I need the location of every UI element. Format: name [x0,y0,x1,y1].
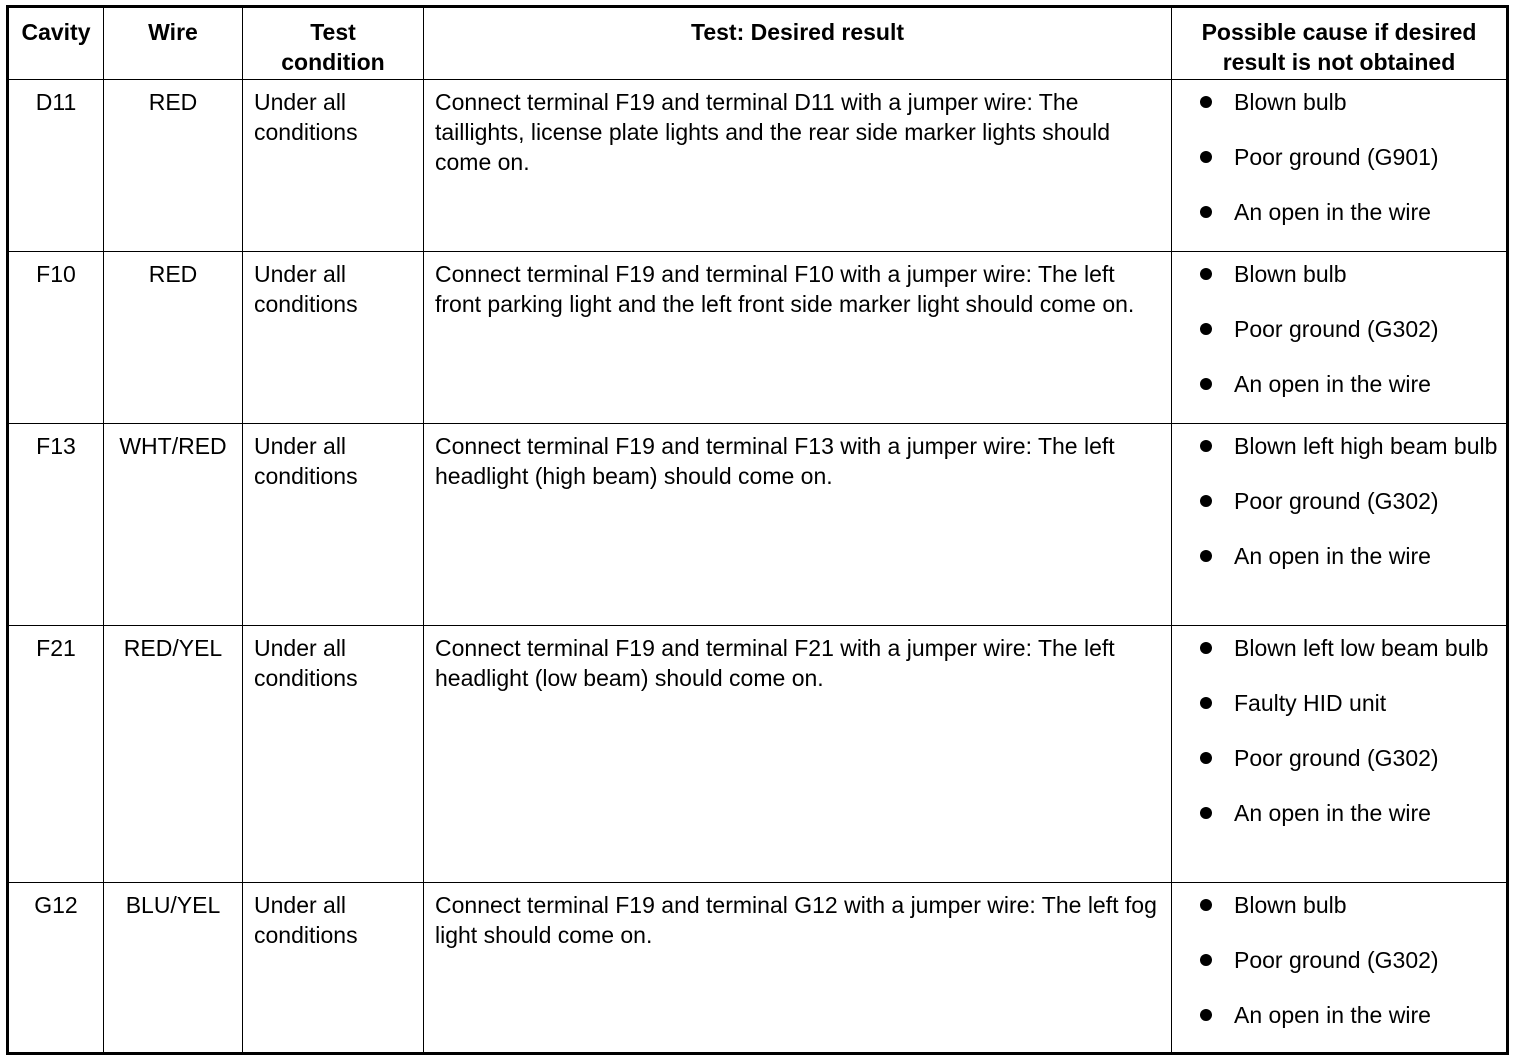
cause-text: Blown left high beam bulb [1234,433,1498,459]
wire-cell: BLU/YEL [104,883,243,1054]
cause-text: An open in the wire [1234,1002,1431,1028]
cause-item [1200,633,1498,663]
test-table [6,5,1509,1055]
test-condition-cell: Under all conditions [243,252,424,424]
cause-text: Blown bulb [1234,89,1347,115]
cause-text: Poor ground (G302) [1234,947,1439,973]
wire-cell: RED/YEL [104,626,243,883]
cause-text: Poor ground (G302) [1234,745,1439,771]
test-condition-cell: Under all conditions [243,883,424,1054]
bullet-icon [1200,323,1212,335]
test-condition-cell: Under all conditions [243,626,424,883]
header-desired-result [424,7,1172,80]
cause-list [1200,890,1498,1030]
header-possible-cause-line-1: Possible cause if desired [1201,19,1477,45]
cause-item [1200,142,1498,172]
cause-text: Blown left low beam bulb [1234,635,1489,661]
cause-list [1200,259,1498,399]
desired-result-cell: Connect terminal F19 and terminal F21 with a jumper wire: The left headlight (low beam) should come on. [424,626,1172,883]
test-condition-cell: Under all conditions [243,424,424,626]
header-test-condition [243,7,424,80]
desired-result-cell: Connect terminal F19 and terminal F10 with a jumper wire: The left front parking light and the left front side marker light should come on. [424,252,1172,424]
cause-text: Blown bulb [1234,261,1347,287]
cavity-cell: F10 [8,252,104,424]
header-possible-cause-line-2: result is not obtained [1222,49,1456,75]
table-row [8,626,1508,883]
bullet-icon [1200,642,1212,654]
bullet-icon [1200,151,1212,163]
cause-text: Poor ground (G302) [1234,488,1439,514]
cause-text: An open in the wire [1234,543,1431,569]
wire-cell: RED [104,80,243,252]
bullet-icon [1200,807,1212,819]
bullet-icon [1200,378,1212,390]
cause-item [1200,1000,1498,1030]
table-row [8,424,1508,626]
cause-item [1200,890,1498,920]
bullet-icon [1200,954,1212,966]
cause-text: Faulty HID unit [1234,690,1387,716]
cause-item [1200,431,1498,461]
bullet-icon [1200,96,1212,108]
cause-item [1200,87,1498,117]
desired-result-cell: Connect terminal F19 and terminal D11 with a jumper wire: The taillights, license plate lights and the rear side marker lights should come on. [424,80,1172,252]
bullet-icon [1200,495,1212,507]
cause-item [1200,798,1498,828]
bullet-icon [1200,268,1212,280]
header-row [8,7,1508,80]
bullet-icon [1200,550,1212,562]
cause-item [1200,688,1498,718]
cause-item [1200,486,1498,516]
bullet-icon [1200,1009,1212,1021]
bullet-icon [1200,697,1212,709]
header-wire [104,7,243,80]
cause-item [1200,197,1498,227]
cause-text: Blown bulb [1234,892,1347,918]
cavity-cell: F21 [8,626,104,883]
cause-item [1200,541,1498,571]
bullet-icon [1200,206,1212,218]
desired-result-cell: Connect terminal F19 and terminal F13 with a jumper wire: The left headlight (high beam) should come on. [424,424,1172,626]
bullet-icon [1200,752,1212,764]
table-row [8,252,1508,424]
cavity-cell: D11 [8,80,104,252]
cause-item [1200,945,1498,975]
desired-result-cell: Connect terminal F19 and terminal G12 with a jumper wire: The left fog light should come on. [424,883,1172,1054]
cause-text: Poor ground (G901) [1234,144,1439,170]
possible-cause-cell [1172,626,1508,883]
test-condition-cell: Under all conditions [243,80,424,252]
cause-text: An open in the wire [1234,199,1431,225]
header-test-condition-line-1: Test [310,19,356,45]
cause-text: Poor ground (G302) [1234,316,1439,342]
cause-list [1200,87,1498,227]
cause-item [1200,314,1498,344]
cavity-cell: F13 [8,424,104,626]
header-cavity [8,7,104,80]
table-row [8,80,1508,252]
cause-item [1200,259,1498,289]
possible-cause-cell [1172,424,1508,626]
header-possible-cause [1172,7,1508,80]
cause-list [1200,431,1498,571]
header-test-condition-line-2: condition [281,49,385,75]
possible-cause-cell [1172,252,1508,424]
bullet-icon [1200,440,1212,452]
bullet-icon [1200,899,1212,911]
cause-item [1200,743,1498,773]
header-desired-result-line: Test: Desired result [690,19,905,45]
cause-text: An open in the wire [1234,800,1431,826]
cause-list [1200,633,1498,828]
possible-cause-cell [1172,80,1508,252]
header-wire-line: Wire [148,19,198,45]
cavity-cell: G12 [8,883,104,1054]
cause-item [1200,369,1498,399]
wire-cell: RED [104,252,243,424]
wire-cell: WHT/RED [104,424,243,626]
header-cavity-line: Cavity [21,19,91,45]
cause-text: An open in the wire [1234,371,1431,397]
